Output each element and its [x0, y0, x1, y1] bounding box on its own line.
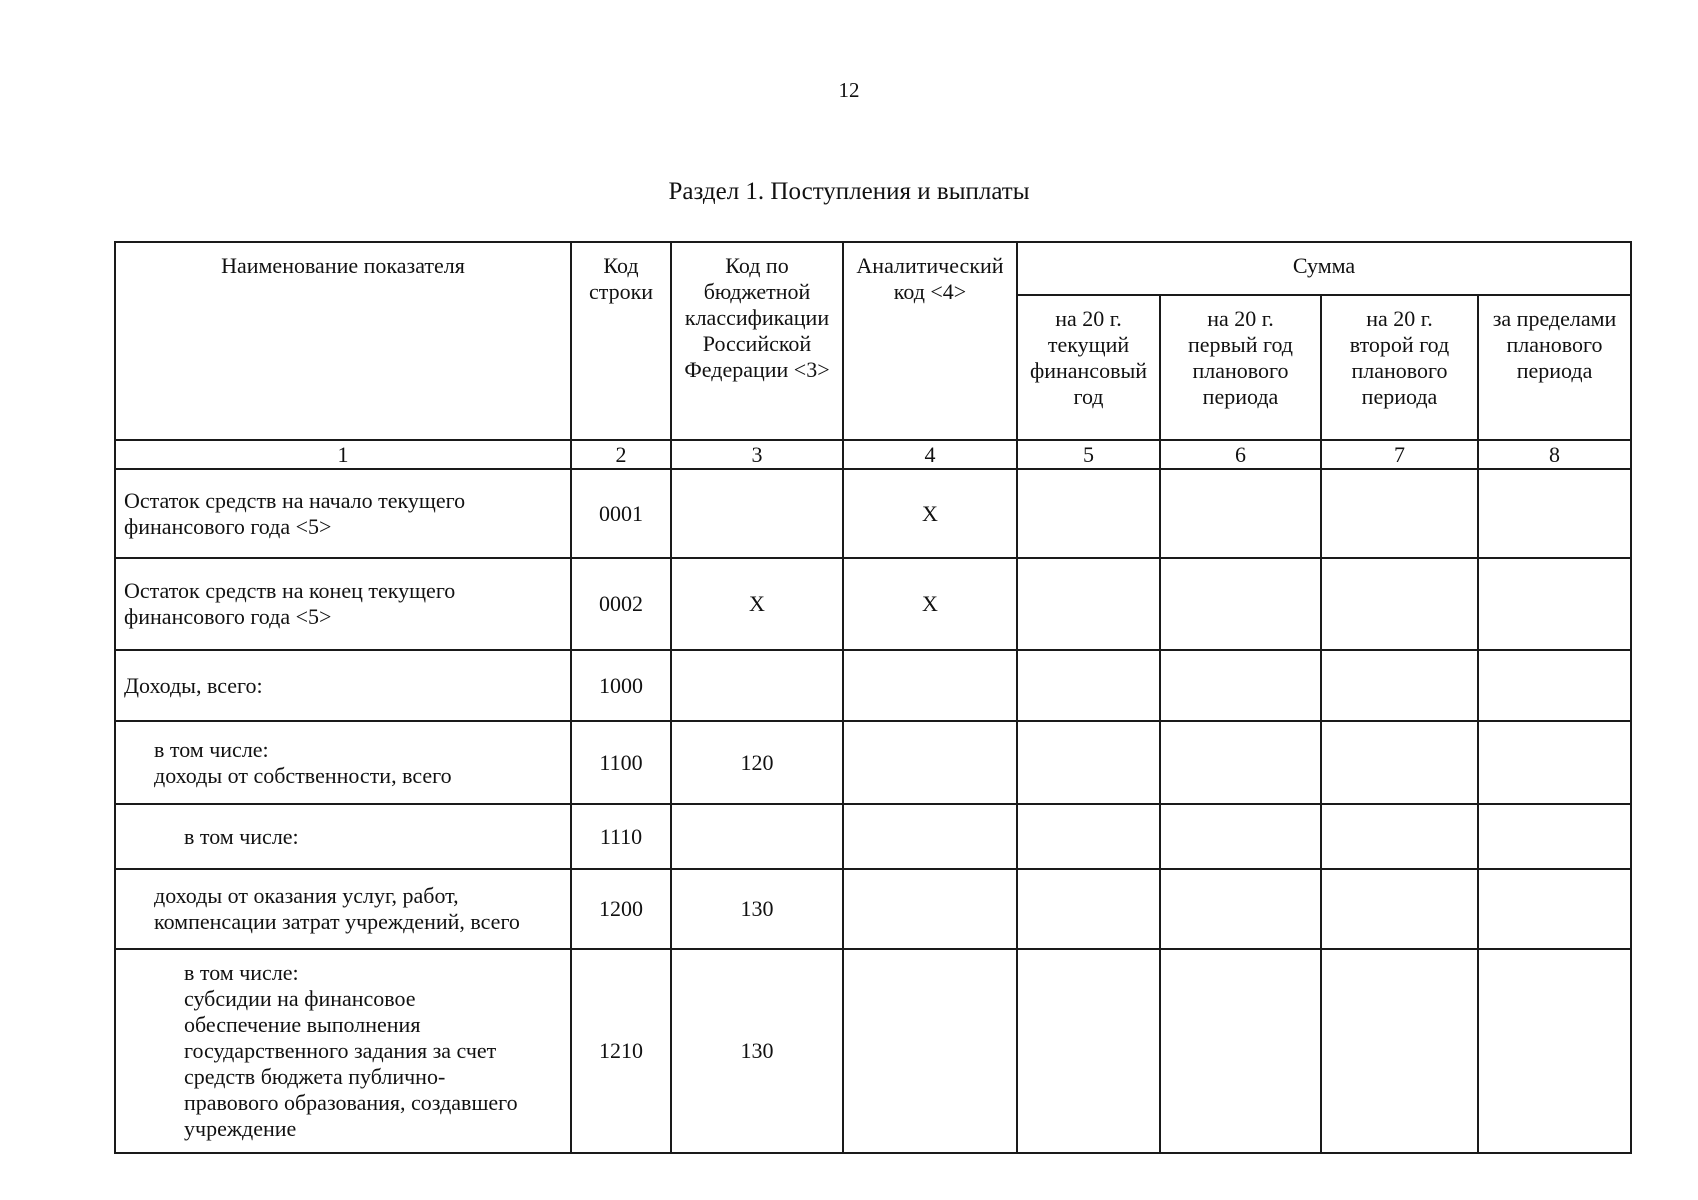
row-sum-cell [1321, 650, 1478, 721]
row-sum-cell [1017, 869, 1160, 949]
receipts-payments-table [114, 241, 1632, 1154]
table-row [115, 721, 1631, 804]
header-name: Наименование показателя [115, 242, 571, 440]
row-budget-code: 130 [671, 949, 843, 1153]
row-analytic-code: X [843, 558, 1017, 650]
header-sum: Сумма [1017, 242, 1631, 295]
row-sum-cell [1478, 869, 1631, 949]
page-number: 12 [838, 78, 860, 102]
header-budget-code: Код по бюджетной классификации Российской Федерации <3> [671, 242, 843, 440]
row-name: в том числе: доходы от собственности, всего [115, 721, 571, 804]
row-budget-code [671, 469, 843, 558]
row-analytic-code: X [843, 469, 1017, 558]
header-sum-second-plan-year: на 20 г. второй год планового периода [1321, 295, 1478, 440]
row-sum-cell [1321, 721, 1478, 804]
row-sum-cell [1017, 804, 1160, 869]
header-row-code: Код строки [571, 242, 671, 440]
table-row [115, 949, 1631, 1153]
table-row [115, 469, 1631, 558]
row-budget-code [671, 804, 843, 869]
row-sum-cell [1160, 558, 1321, 650]
row-analytic-code [843, 650, 1017, 721]
row-sum-cell [1160, 469, 1321, 558]
column-number: 7 [1321, 440, 1478, 469]
row-sum-cell [1321, 469, 1478, 558]
column-number: 3 [671, 440, 843, 469]
table-row [115, 650, 1631, 721]
row-sum-cell [1478, 469, 1631, 558]
row-sum-cell [1017, 949, 1160, 1153]
row-code: 1200 [571, 869, 671, 949]
row-budget-code [671, 650, 843, 721]
row-name: в том числе: [115, 804, 571, 869]
row-code: 1210 [571, 949, 671, 1153]
row-sum-cell [1478, 721, 1631, 804]
row-sum-cell [1321, 558, 1478, 650]
row-sum-cell [1017, 469, 1160, 558]
column-number: 6 [1160, 440, 1321, 469]
row-budget-code: 130 [671, 869, 843, 949]
row-analytic-code [843, 949, 1017, 1153]
row-analytic-code [843, 721, 1017, 804]
row-budget-code: X [671, 558, 843, 650]
table-row [115, 558, 1631, 650]
row-code: 1000 [571, 650, 671, 721]
row-sum-cell [1478, 804, 1631, 869]
header-sum-current-year: на 20 г. текущий финансовый год [1017, 295, 1160, 440]
section-title: Раздел 1. Поступления и выплаты [668, 178, 1030, 205]
table-row [115, 869, 1631, 949]
row-sum-cell [1160, 650, 1321, 721]
row-sum-cell [1017, 558, 1160, 650]
row-code: 0002 [571, 558, 671, 650]
row-sum-cell [1017, 650, 1160, 721]
row-name: Остаток средств на конец текущего финансового года <5> [115, 558, 571, 650]
row-analytic-code [843, 804, 1017, 869]
header-sum-first-plan-year: на 20 г. первый год планового периода [1160, 295, 1321, 440]
row-name: Остаток средств на начало текущего финансового года <5> [115, 469, 571, 558]
column-number: 1 [115, 440, 571, 469]
row-sum-cell [1321, 869, 1478, 949]
header-row-1 [115, 242, 1631, 295]
row-name: Доходы, всего: [115, 650, 571, 721]
row-sum-cell [1160, 869, 1321, 949]
header-sum-beyond-plan: за пределами планового периода [1478, 295, 1631, 440]
row-budget-code: 120 [671, 721, 843, 804]
table-row [115, 804, 1631, 869]
row-sum-cell [1478, 558, 1631, 650]
row-sum-cell [1160, 949, 1321, 1153]
row-sum-cell [1478, 650, 1631, 721]
row-name: доходы от оказания услуг, работ, компенсации затрат учреждений, всего [115, 869, 571, 949]
column-number: 2 [571, 440, 671, 469]
column-number: 4 [843, 440, 1017, 469]
row-sum-cell [1478, 949, 1631, 1153]
row-code: 1100 [571, 721, 671, 804]
row-analytic-code [843, 869, 1017, 949]
header-analytic-code: Аналитический код <4> [843, 242, 1017, 440]
row-code: 1110 [571, 804, 671, 869]
row-sum-cell [1321, 949, 1478, 1153]
row-sum-cell [1160, 804, 1321, 869]
column-number: 5 [1017, 440, 1160, 469]
row-sum-cell [1017, 721, 1160, 804]
row-code: 0001 [571, 469, 671, 558]
column-number-row [115, 440, 1631, 469]
column-number: 8 [1478, 440, 1631, 469]
row-sum-cell [1321, 804, 1478, 869]
row-sum-cell [1160, 721, 1321, 804]
row-name: в том числе: субсидии на финансовое обеспечение выполнения государственного задания за счет средств бюджета публично- правового образования, создавшего учреждение [115, 949, 571, 1153]
